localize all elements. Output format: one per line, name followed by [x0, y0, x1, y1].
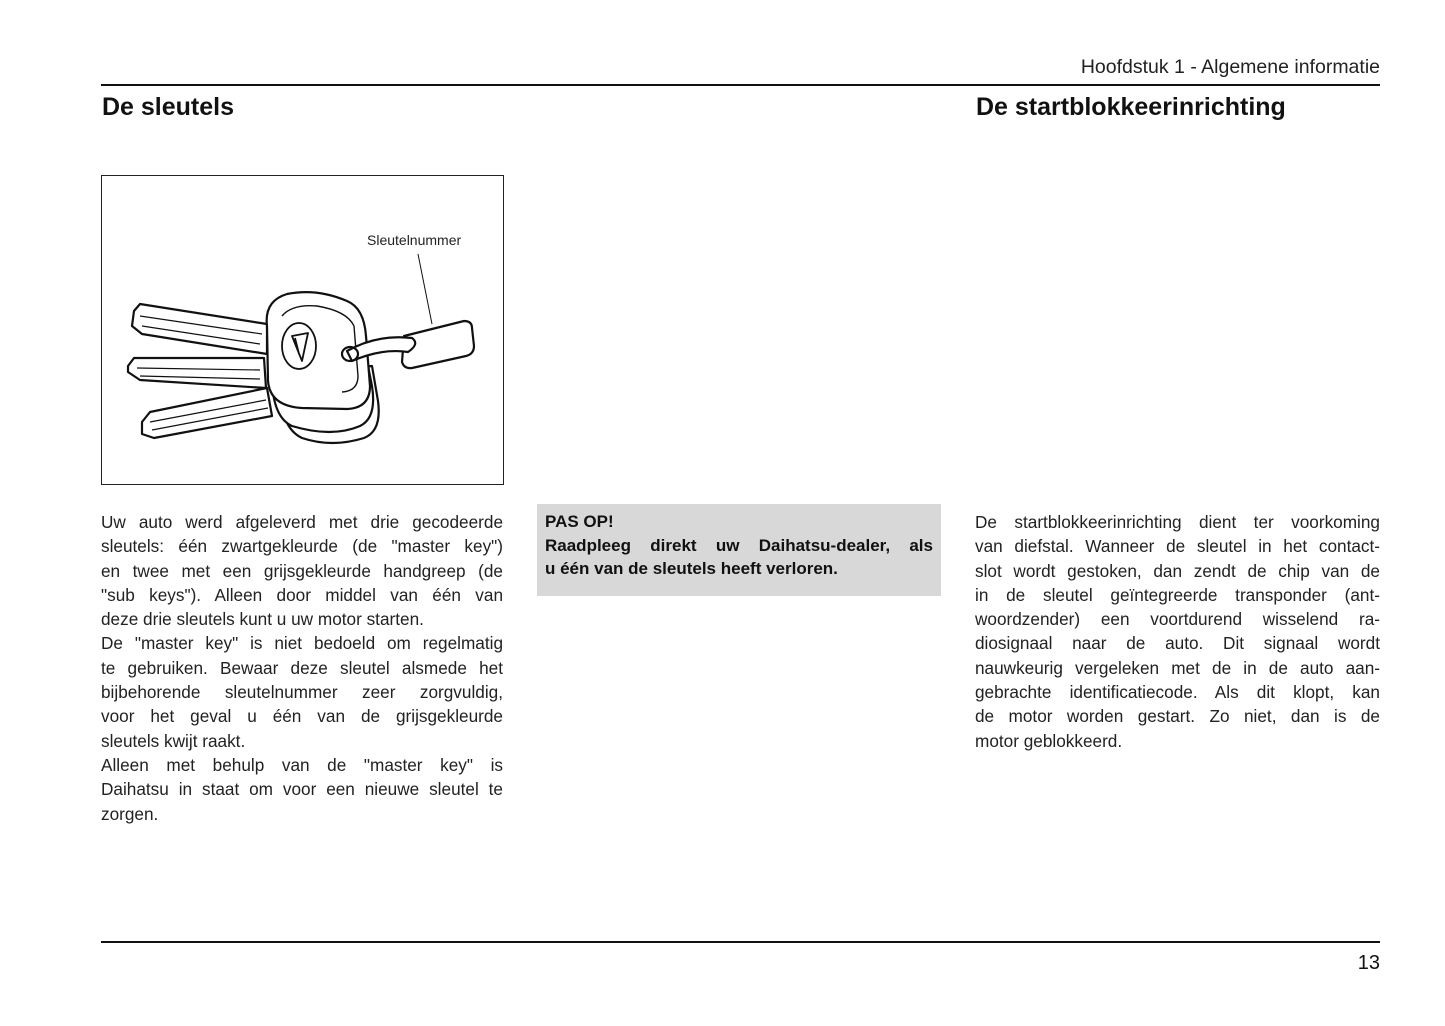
text-line: de motor worden gestart. Zo niet, dan is de	[975, 706, 1380, 727]
text-line: van diefstal. Wanneer de sleutel in het contact-	[975, 536, 1380, 557]
text-line: Uw auto werd afgeleverd met drie gecodeerde	[101, 512, 503, 532]
text-line: "sub keys"). Alleen door middel van één van	[101, 584, 503, 605]
text-line: nauwkeurig vergeleken met de in de auto aan-	[975, 657, 1380, 678]
text-line: slot wordt gestoken, dan zendt de chip van de	[975, 560, 1380, 581]
text-line: sleutels kwijt raakt.	[101, 730, 246, 751]
section-title-immobilizer: De startblokkeerinrichting	[976, 93, 1286, 121]
figure-label-key-number: Sleutelnummer	[367, 232, 462, 248]
text-line: woordzender) een voortdurend wisselend ra-	[975, 609, 1380, 630]
keys-illustration	[102, 176, 503, 484]
keys-description	[101, 510, 503, 826]
text-line: te gebruiken. Bewaar deze sleutel alsmede het	[101, 657, 503, 678]
text-line: bijbehorende sleutelnummer zeer zorgvuldig,	[101, 682, 503, 703]
text-line: diosignaal naar de auto. Dit signaal wordt	[975, 633, 1380, 654]
section-title-keys: De sleutels	[102, 93, 235, 121]
keys-figure	[101, 175, 504, 485]
text-line: Alleen met behulp van de "master key" is	[101, 754, 503, 775]
bottom-rule	[101, 941, 1380, 943]
text-line: gebrachte identificatiecode. Als dit klopt, kan	[975, 682, 1380, 703]
text-line: Daihatsu in staat om voor een nieuwe sleutel te	[101, 779, 503, 800]
text-line: deze drie sleutels kunt u uw motor starten.	[101, 609, 424, 630]
text-line: De "master key" is niet bedoeld om regelmatig	[101, 633, 503, 654]
text-line: motor geblokkeerd.	[975, 730, 1123, 751]
chapter-header: Hoofdstuk 1 - Algemene informatie	[1080, 56, 1380, 78]
text-line: De startblokkeerinrichting dient ter voorkoming	[975, 512, 1380, 532]
text-line: in de sleutel geïntegreerde transponder (ant-	[975, 584, 1380, 605]
text-line: voor het geval u één van de grijsgekleurde	[101, 706, 503, 727]
page-number: 13	[1357, 952, 1380, 974]
top-rule	[101, 84, 1380, 86]
warning-heading: PAS OP!	[545, 512, 614, 531]
warning-line: Raadpleeg direkt uw Daihatsu-dealer, als	[545, 535, 933, 555]
text-line: sleutels: één zwartgekleurde (de "master key")	[101, 536, 503, 557]
text-line: en twee met een grijsgekleurde handgreep (de	[101, 560, 503, 581]
warning-box	[537, 504, 941, 596]
warning-line: u één van de sleutels heeft verloren.	[545, 559, 838, 578]
immobilizer-description	[975, 510, 1380, 753]
text-line: zorgen.	[101, 803, 159, 824]
